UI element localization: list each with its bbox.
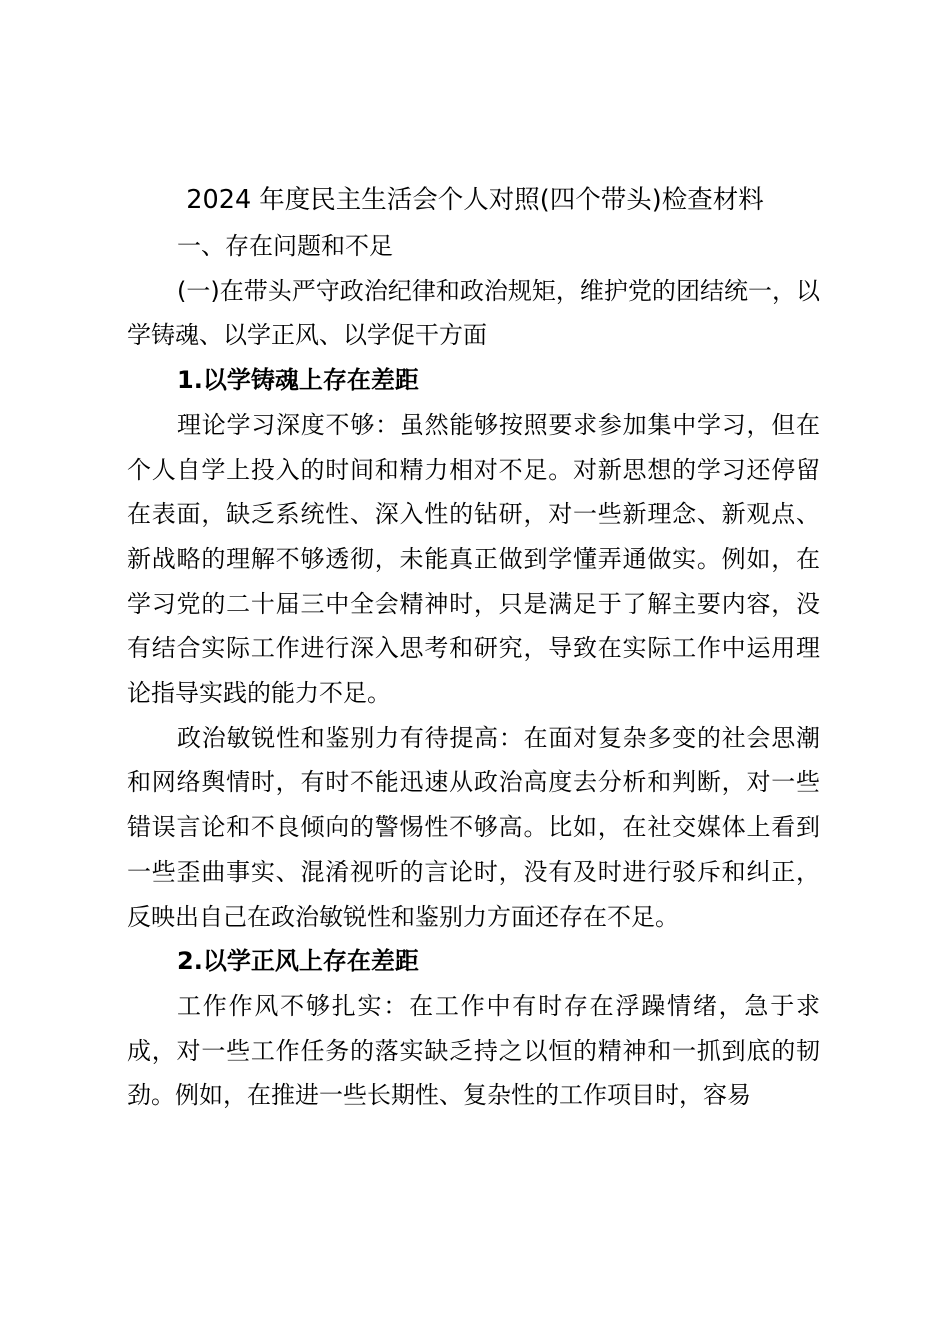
document-body [127, 224, 820, 1118]
paragraph-theory-study: 理论学习深度不够：虽然能够按照要求参加集中学习，但在个人自学上投入的时间和精力相对不足。对新思想的学习还停留在表面，缺乏系统性、深入性的钻研，对一些新理念、新观点、新战略的理解不够透彻，未能真正做到学懂弄通做实。例如，在学习党的二十届三中全会精神时，只是满足于了解主要内容，没有结合实际工作进行深入思考和研究，导致在实际工作中运用理论指导实践的能力不足。 [127, 410, 820, 708]
subsection-heading-discipline: (一)在带头严守政治纪律和政治规矩，维护党的团结统一，以学铸魂、以学正风、以学促干方面 [127, 276, 820, 350]
section-heading-problems: 一、存在问题和不足 [177, 232, 393, 260]
item-heading-soul: 1.以学铸魂上存在差距 [177, 366, 419, 395]
item-heading-style: 2.以学正风上存在差距 [177, 947, 419, 976]
document-title: 2024 年度民主生活会个人对照(四个带头)检查材料 [186, 185, 764, 215]
paragraph-political-sensitivity: 政治敏锐性和鉴别力有待提高：在面对复杂多变的社会思潮和网络舆情时，有时不能迅速从政治高度去分析和判断，对一些错误言论和不良倾向的警惕性不够高。比如，在社交媒体上看到一些歪曲事实、混淆视听的言论时，没有及时进行驳斥和纠正，反映出自己在政治敏锐性和鉴别力方面还存在不足。 [127, 723, 820, 931]
paragraph-work-style: 工作作风不够扎实：在工作中有时存在浮躁情绪，急于求成，对一些工作任务的落实缺乏持之以恒的精神和一抓到底的韧劲。例如，在推进一些长期性、复杂性的工作项目时，容易 [127, 991, 820, 1110]
